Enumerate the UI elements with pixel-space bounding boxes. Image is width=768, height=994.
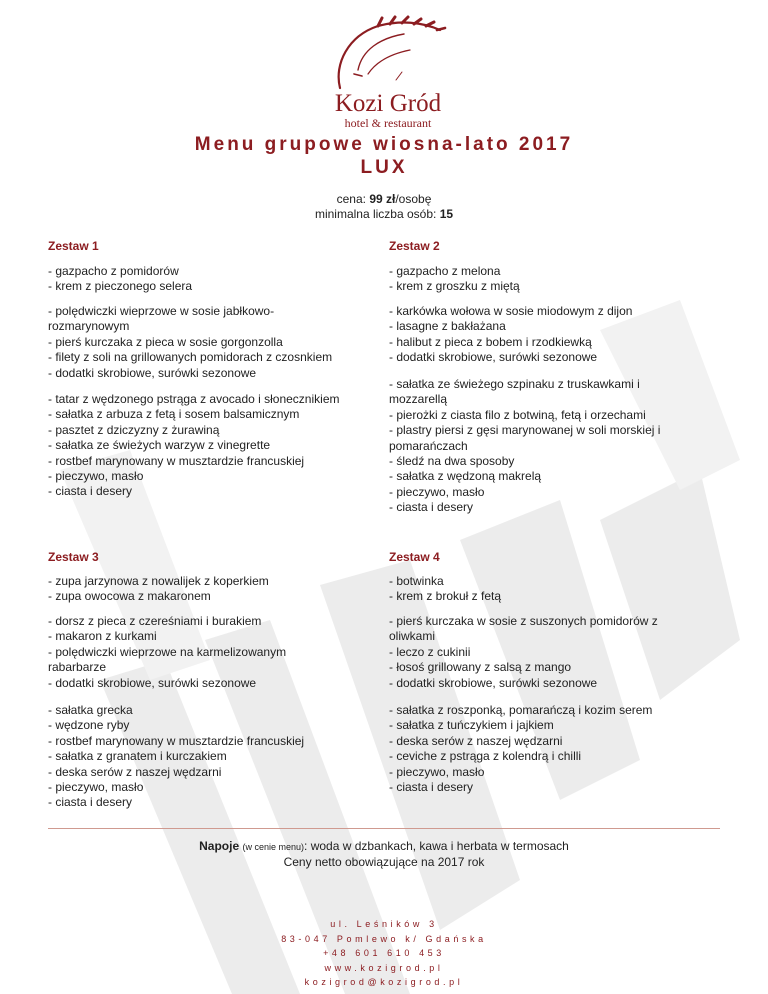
price-line <box>0 191 768 207</box>
menu-item: - krem z groszku z miętą <box>389 279 520 294</box>
price-value: 99 zł <box>369 192 396 206</box>
menu-item: - tatar z wędzonego pstrąga z avocado i słonecznikiem <box>48 392 340 406</box>
min-people-line <box>0 206 768 222</box>
menu-item: pomarańczach <box>389 438 468 453</box>
menu-item: - zupa jarzynowa z nowalijek z koperkiem <box>48 574 269 588</box>
menu-item: - dodatki skrobiowe, surówki sezonowe <box>48 365 257 380</box>
menu-item: - ceviche z pstrąga z kolendrą i chilli <box>389 749 582 764</box>
drinks-text: : woda w dzbankach, kawa i herbata w termosach <box>304 839 569 853</box>
menu-item: - ciasta i desery <box>389 500 474 515</box>
set-1-cold-buffet <box>48 392 358 500</box>
brand-tagline: hotel & restaurant <box>344 116 432 130</box>
menu-item: - botwinka <box>389 574 444 588</box>
menu-item: - dodatki skrobiowe, surówki sezonowe <box>48 675 257 690</box>
set-2-title: Zestaw 2 <box>389 239 440 253</box>
page-title: Menu grupowe wiosna-lato 2017 <box>194 134 574 155</box>
menu-item: - dorsz z pieca z czereśniami i burakiem <box>48 614 262 628</box>
min-people-value: 15 <box>439 207 454 221</box>
set-2-soups <box>389 264 699 295</box>
menu-item: - pieczywo, masło <box>389 484 485 499</box>
drinks-label: Napoje <box>199 839 240 853</box>
prices-note: Ceny netto obowiązujące na 2017 rok <box>283 855 485 869</box>
menu-item: - sałatka ze świeżych warzyw z vinegrette <box>48 438 271 453</box>
price-label: cena: <box>336 192 370 206</box>
menu-item: - ciasta i desery <box>48 795 133 810</box>
menu-item: - lasagne z bakłażana <box>389 319 506 334</box>
menu-item: - sałatka z wędzoną makrelą <box>389 469 542 484</box>
menu-item: - polędwiczki wieprzowe na karmelizowanym <box>48 644 287 659</box>
menu-item: - filety z soli na grillowanych pomidorach z czosnkiem <box>48 350 333 365</box>
menu-item: - ciasta i desery <box>48 484 133 499</box>
menu-item: - gazpacho z melona <box>389 264 501 278</box>
menu-item: - wędzone ryby <box>48 718 130 733</box>
menu-item: - karkówka wołowa w sosie miodowym z dijon <box>389 304 633 318</box>
set-3-cold-buffet <box>48 703 358 811</box>
menu-item: - ciasta i desery <box>389 780 474 795</box>
brand-name: Kozi Gród <box>334 90 442 117</box>
menu-item: - deska serów z naszej wędzarni <box>389 733 563 748</box>
menu-item: - deska serów z naszej wędzarni <box>48 764 222 779</box>
footer-email: kozigrod@kozigrod.pl <box>304 977 464 987</box>
menu-item: - halibut z pieca z bobem i rzodkiewką <box>389 334 592 349</box>
menu-item: - rostbef marynowany w musztardzie francuskiej <box>48 733 305 748</box>
goat-horns-icon <box>318 14 458 94</box>
set-4-soups <box>389 574 699 605</box>
set-2-mains <box>389 304 699 366</box>
menu-item: - pieczywo, masło <box>48 780 144 795</box>
footer-street: ul. Leśników 3 <box>330 919 438 929</box>
drinks-note: (w cenie menu) <box>242 842 305 852</box>
menu-item: - krem z pieczonego selera <box>48 279 193 294</box>
set-2-cold-buffet <box>389 377 699 516</box>
divider <box>48 828 720 829</box>
menu-item: - śledź na dwa sposoby <box>389 454 515 469</box>
page-subtitle: LUX <box>360 157 408 178</box>
set-4-cold-buffet <box>389 703 699 795</box>
menu-item: - zupa owocowa z makaronem <box>48 589 211 604</box>
set-3-title: Zestaw 3 <box>48 550 99 564</box>
menu-item: - pierś kurczaka w sosie z suszonych pomidorów z <box>389 614 658 628</box>
set-1-title: Zestaw 1 <box>48 239 99 253</box>
menu-item: - plastry piersi z gęsi marynowanej w soli morskiej i <box>389 423 661 438</box>
menu-item: - rostbef marynowany w musztardzie francuskiej <box>48 453 305 468</box>
menu-item: - sałatka z tuńczykiem i jajkiem <box>389 718 554 733</box>
menu-item: rabarbarze <box>48 660 107 675</box>
menu-item: - krem z brokuł z fetą <box>389 589 502 604</box>
price-suffix: /osobę <box>395 192 432 206</box>
set-4-mains <box>389 614 699 691</box>
brand-logo <box>318 14 458 130</box>
min-people-label: minimalna liczba osób: <box>314 207 440 221</box>
set-3-soups <box>48 574 358 605</box>
menu-item: - sałatka grecka <box>48 703 133 717</box>
footer-phone: +48 601 610 453 <box>323 948 445 958</box>
set-1-soups <box>48 264 358 295</box>
menu-item: - pierożki z ciasta filo z botwiną, fetą i orzechami <box>389 407 646 422</box>
menu-item: - pieczywo, masło <box>389 764 485 779</box>
menu-item: - pierś kurczaka z pieca w sosie gorgonzolla <box>48 334 283 349</box>
menu-item: - dodatki skrobiowe, surówki sezonowe <box>389 675 598 690</box>
menu-item: - sałatka z arbuza z fetą i sosem balsamicznym <box>48 407 300 422</box>
menu-item: - pieczywo, masło <box>48 469 144 484</box>
menu-item: oliwkami <box>389 629 436 644</box>
menu-item: - gazpacho z pomidorów <box>48 264 179 278</box>
footer-website: www.kozigrod.pl <box>324 962 444 973</box>
menu-item: - leczo z cukinii <box>389 644 471 659</box>
menu-item: - makaron z kurkami <box>48 629 157 644</box>
set-1-mains <box>48 304 358 381</box>
menu-item: - sałatka z roszponką, pomarańczą i kozim serem <box>389 703 653 717</box>
footer-contact <box>0 917 768 990</box>
drinks-line <box>0 838 768 855</box>
menu-item: - dodatki skrobiowe, surówki sezonowe <box>389 350 598 365</box>
menu-item: - pasztet z dziczyzny z żurawiną <box>48 422 220 437</box>
menu-item: - sałatka z granatem i kurczakiem <box>48 749 227 764</box>
menu-item: mozzarellą <box>389 392 448 407</box>
menu-item: - łosoś grillowany z salsą z mango <box>389 660 572 675</box>
menu-item: - polędwiczki wieprzowe w sosie jabłkowo- <box>48 304 275 318</box>
footer-city: 83-047 Pomlewo k/ Gdańska <box>281 933 487 944</box>
set-4-title: Zestaw 4 <box>389 550 440 564</box>
set-3-mains <box>48 614 358 691</box>
menu-item: - sałatka ze świeżego szpinaku z truskawkami i <box>389 377 640 391</box>
menu-item: rozmarynowym <box>48 319 130 334</box>
